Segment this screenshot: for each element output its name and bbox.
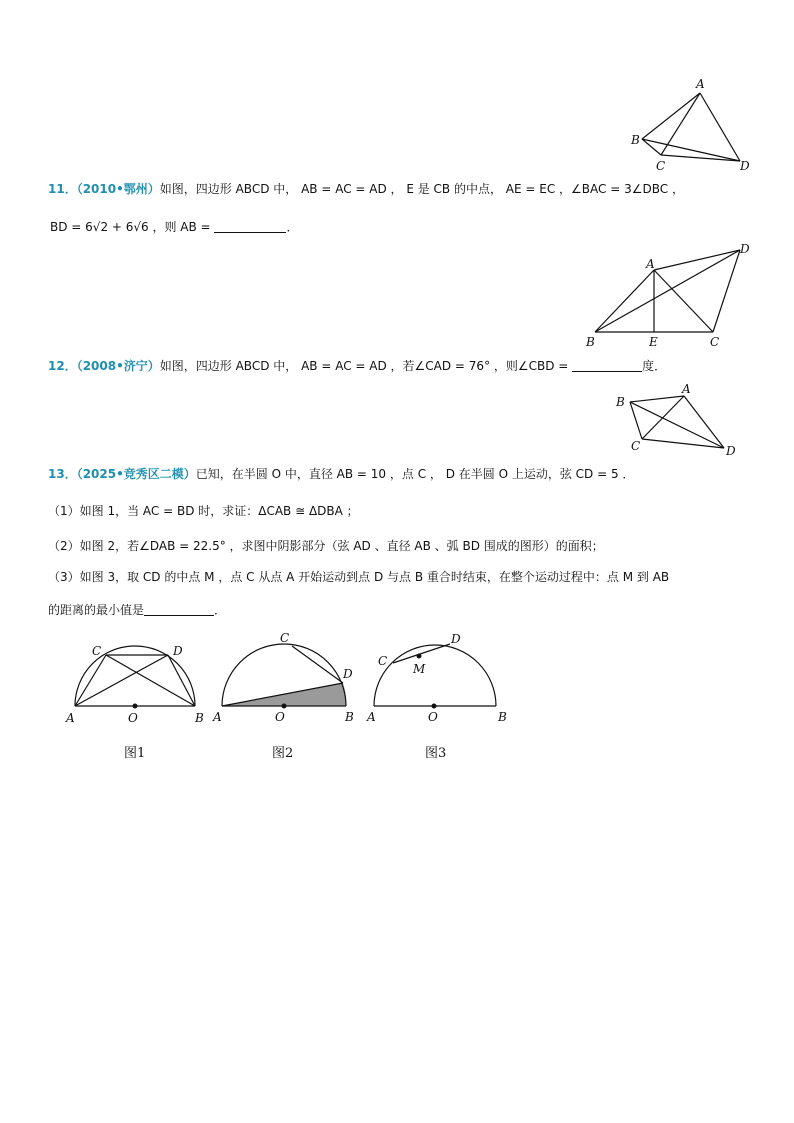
label-B: B: [498, 710, 507, 724]
label-M: M: [413, 662, 426, 676]
answer-blank[interactable]: [572, 359, 642, 372]
question-text: 的距离的最小值是: [48, 603, 145, 617]
figure-2-caption: 图2: [272, 746, 294, 761]
label-C: C: [280, 631, 290, 645]
question-number: 13．: [48, 467, 77, 481]
label-C: C: [710, 335, 720, 349]
label-B: B: [195, 711, 204, 725]
question-text: 如图，四边形 ABCD 中， AB = AC = AD ， E 是 CB 的中点， AE = EC ，∠BAC = 3∠DBC ，: [159, 182, 684, 196]
question-number: 12．: [48, 359, 77, 373]
label-B: B: [586, 335, 595, 349]
label-C: C: [631, 439, 641, 453]
figure-3-caption: 图3: [425, 746, 447, 761]
figure-q12: [612, 382, 742, 460]
figure-1-caption: 图1: [124, 746, 146, 761]
figure-q11: [580, 238, 755, 353]
label-D: D: [451, 632, 461, 646]
label-A: A: [646, 257, 655, 271]
label-D: D: [343, 667, 353, 681]
question-text: 已知，在半圆 O 中，直径 AB = 10 ，点 C ， D 在半圆 O 上运动，弦 CD = 5 ．: [195, 467, 635, 481]
label-A: A: [213, 710, 222, 724]
label-B: B: [631, 133, 640, 147]
figure-q10: [625, 75, 755, 175]
question-text: BD = 6√2 + 6√6 ，则 AB =: [50, 220, 215, 234]
question-text: 如图，四边形 ABCD 中， AB = AC = AD ，若∠CAD = 76° ，则∠CBD =: [159, 359, 573, 373]
punctuation: ．: [286, 220, 299, 234]
figure-1: [60, 638, 220, 728]
label-A: A: [66, 711, 75, 725]
label-D: D: [740, 159, 750, 173]
question-11-line1: [48, 180, 684, 197]
question-12: [48, 357, 666, 374]
label-A: A: [682, 382, 691, 396]
label-D: D: [740, 242, 750, 256]
question-13-intro: [48, 465, 634, 482]
answer-blank[interactable]: [144, 603, 214, 616]
question-number: 11．: [48, 182, 77, 196]
question-source: （2010•鄂州）: [76, 182, 160, 196]
figure-2: [205, 625, 375, 728]
label-C: C: [378, 654, 388, 668]
punctuation: ．: [214, 603, 227, 617]
label-B: B: [616, 395, 625, 409]
question-13-part3-line1: （3）如图 3，取 CD 的中点 M ，点 C 从点 A 开始运动到点 D 与点 B 重合时结束，在整个运动过程中：点 M 到 AB: [48, 570, 670, 584]
label-O: O: [428, 710, 438, 724]
question-13-part2: （2）如图 2，若∠DAB = 22.5° ，求图中阴影部分（弦 AD 、直径 AB 、弧 BD 围成的图形）的面积；: [48, 539, 604, 553]
question-source: （2008•济宁）: [76, 359, 160, 373]
label-D: D: [726, 444, 736, 458]
figure-3: [362, 625, 522, 728]
question-source: （2025•竞秀区二模）: [76, 467, 196, 481]
label-O: O: [275, 710, 285, 724]
label-E: E: [649, 335, 658, 349]
question-13-part1: （1）如图 1，当 AC = BD 时，求证：ΔCAB ≅ ΔDBA ；: [48, 504, 359, 518]
label-A: A: [367, 710, 376, 724]
label-C: C: [656, 159, 666, 173]
label-B: B: [345, 710, 354, 724]
label-D: D: [173, 644, 183, 658]
question-13-part3-line2: [48, 601, 226, 618]
label-O: O: [128, 711, 138, 725]
answer-blank[interactable]: [214, 220, 286, 233]
question-11-line2: [50, 218, 298, 235]
label-C: C: [92, 644, 102, 658]
question-text: 度．: [642, 359, 667, 373]
label-A: A: [696, 77, 705, 91]
